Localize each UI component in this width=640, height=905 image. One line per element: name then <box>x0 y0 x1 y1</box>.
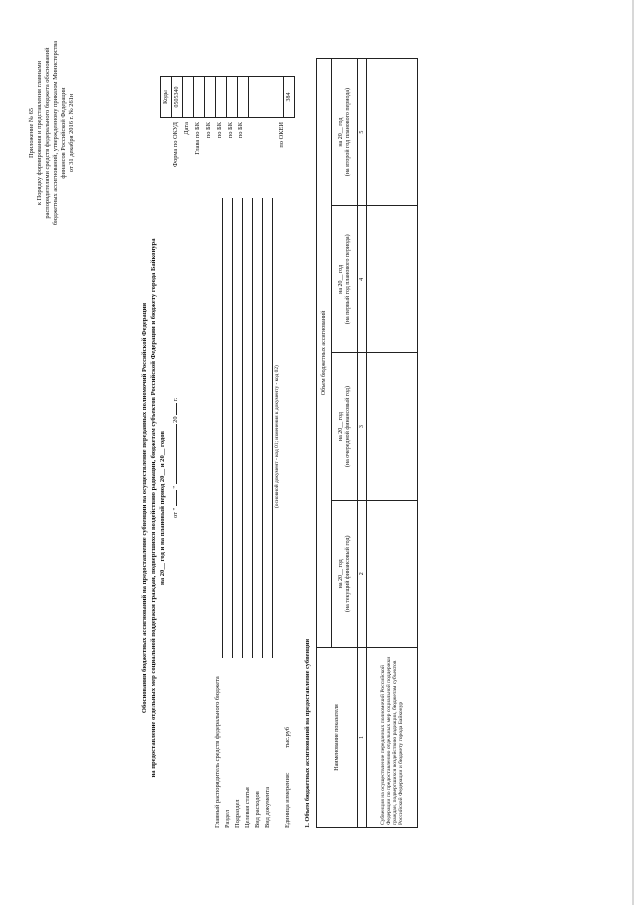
vr-label: по БК <box>237 122 245 139</box>
col-num: 2 <box>358 500 367 647</box>
col-num: 5 <box>358 59 367 206</box>
col-desc: (на текущий финансовый год) <box>344 535 351 613</box>
section1-title: 1. Объем бюджетных ассигнований на предоставление субвенции <box>304 638 311 828</box>
col-header-current <box>332 500 358 647</box>
okud-label: Форма по ОКУД <box>172 122 179 167</box>
row-label: Субвенция на осуществление переданных полномочий Российской Федерации по предоставлению отдельных мер социальной поддержки граждан, подвергшихся воздействию радиации, бюджетам субъектов Российской Федерации и бюджету города Байконур <box>367 647 418 827</box>
appendix-number: Приложение № 65 <box>28 108 35 158</box>
unit-value: тыс.руб <box>284 727 291 748</box>
razdel-field[interactable] <box>232 198 233 658</box>
cs-label: по БК <box>226 122 234 139</box>
vr-code-cell[interactable] <box>238 77 249 118</box>
okei-value: 384 <box>284 77 295 118</box>
col-year: на 20__ год <box>337 559 344 589</box>
col-desc: (на очередной финансовый год) <box>344 386 351 468</box>
vr-label: Вид расходов <box>254 791 261 828</box>
okei-label: по ОКЕИ <box>278 122 285 148</box>
col-header-plan1 <box>332 206 358 353</box>
podrazdel-label: Подраздел <box>234 799 241 828</box>
col-year: на 20__ год <box>337 412 344 442</box>
col-desc: (на первый год планового периода) <box>344 234 351 325</box>
title-line-3: на 20__ год и на плановый период 20__ и 20__ годов <box>159 431 166 585</box>
podrazdel-field[interactable] <box>242 198 243 658</box>
cs-code-cell[interactable] <box>227 77 238 118</box>
scan-edge <box>632 0 634 905</box>
title-line-2: на предоставление отдельных мер социальной поддержки граждан, подвергшихся воздействию радиации, бюджетам субъектов Российской Федерации и бюджету города Байконура <box>150 238 157 778</box>
form-title <box>140 188 167 828</box>
col-num: 4 <box>358 206 367 353</box>
date-code-cell[interactable] <box>183 77 194 118</box>
value-cell[interactable] <box>367 353 418 500</box>
codes-header: Коды <box>161 77 172 118</box>
appendix-line: распорядителями средств федерального бюджета обоснований <box>44 47 51 219</box>
glava-code-cell[interactable] <box>194 77 205 118</box>
col-header-plan2 <box>332 59 358 206</box>
podrazdel-code-cell[interactable] <box>216 77 227 118</box>
col-year: на 20__ год <box>337 264 344 294</box>
vr-field[interactable] <box>262 198 263 658</box>
cs-label: Целевая статья <box>244 787 251 828</box>
razdel-label: по БК <box>204 122 212 139</box>
date-label: Дата <box>182 122 190 135</box>
codes-labels <box>171 122 247 188</box>
appendix-line: финансов Российской Федерации <box>60 87 67 179</box>
col-num: 3 <box>358 353 367 500</box>
razdel-code-cell[interactable] <box>205 77 216 118</box>
codes-table <box>160 76 295 118</box>
unit-label: Единица измерения: <box>284 772 291 828</box>
doc-type-hint: (основной документ - код 01; изменения к документу - код 02) <box>274 365 280 508</box>
date-line <box>172 398 179 518</box>
glava-label: Глава по БК <box>193 122 201 155</box>
col-num: 1 <box>358 647 367 827</box>
col-desc: (на второй год планового периода) <box>344 87 351 177</box>
date-year: 20 <box>172 416 179 423</box>
date-mid: " <box>172 486 179 489</box>
value-cell[interactable] <box>367 59 418 206</box>
title-line-1: Обоснования бюджетных ассигнований на предоставление субвенции на осуществление переданных полномочий Российской Федерации <box>141 302 148 714</box>
rotated-form <box>20 18 620 888</box>
razdel-label: Раздел <box>224 809 231 828</box>
value-cell[interactable] <box>367 500 418 647</box>
date-suffix: г. <box>172 397 179 402</box>
indicator-header: Наименование показателя <box>317 647 358 827</box>
date-prefix: от " <box>172 507 179 518</box>
appendix-line: от 31 декабря 2016 г. № 261н <box>68 93 75 173</box>
cs-field[interactable] <box>252 198 253 658</box>
grbs-label: Главный распорядитель средств федерального бюджета <box>214 676 221 828</box>
col-year: на 20__ год <box>337 117 344 147</box>
doc-type-label: Вид документа <box>264 786 271 828</box>
col-header-next <box>332 353 358 500</box>
doc-type-code-cell[interactable] <box>249 77 284 118</box>
doc-type-field[interactable] <box>272 198 273 658</box>
appendix-block <box>28 18 76 248</box>
appendix-line: бюджетных ассигнований, утвержденному приказом Министерства <box>52 40 59 226</box>
budget-table <box>316 58 418 828</box>
group-header: Объем бюджетных ассигнований <box>317 59 332 648</box>
value-cell[interactable] <box>367 206 418 353</box>
podrazdel-label: по БК <box>215 122 223 139</box>
appendix-line: к Порядку формирования и представления главными <box>36 60 43 206</box>
grbs-field[interactable] <box>222 198 223 658</box>
okud-value: 0505340 <box>172 77 183 118</box>
